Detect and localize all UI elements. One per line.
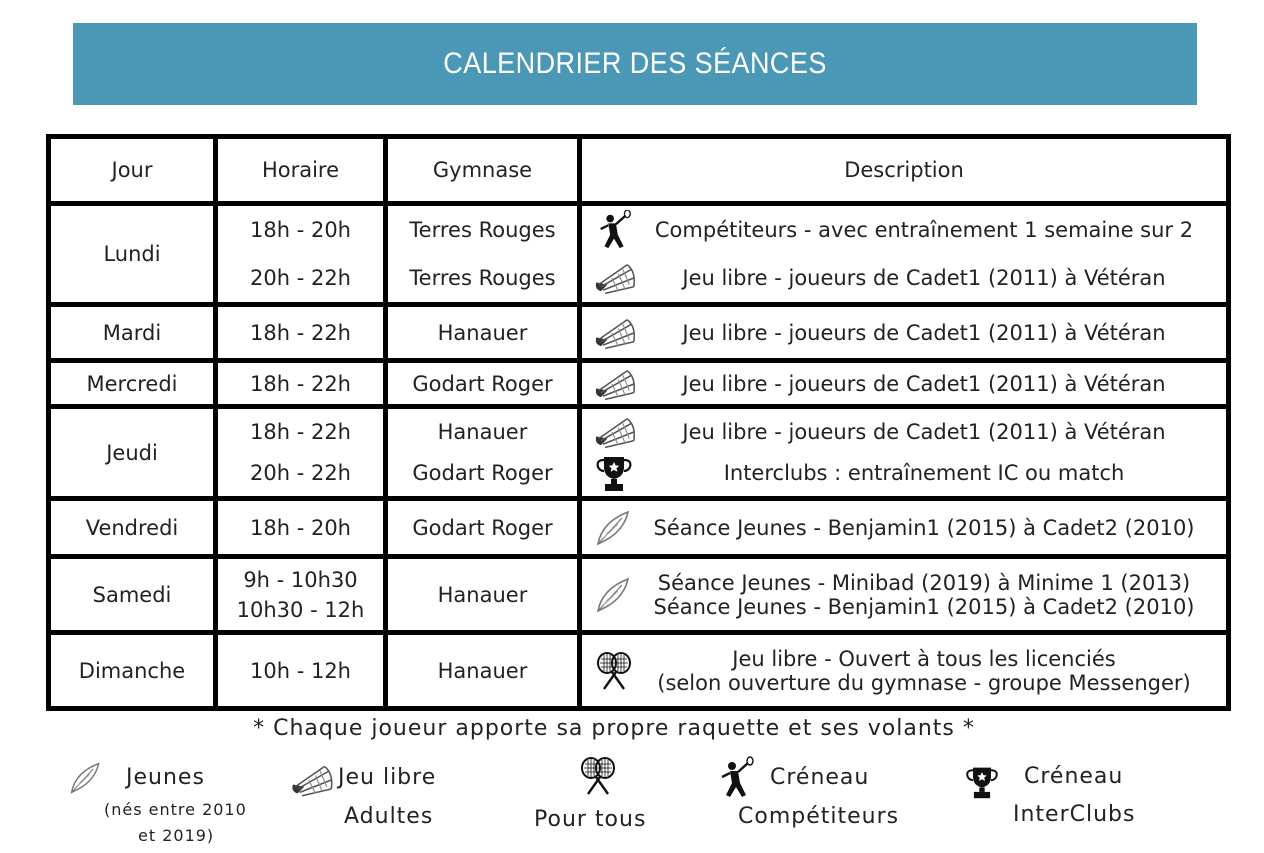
description-text: Séance Jeunes - Benjamin1 (2015) à Cadet2 (2010) [653,515,1195,540]
legend-jeunes-sub: (nés entre 2010 [104,800,247,819]
legend-adultes-label: Adultes [344,804,434,829]
trophy-icon [592,453,636,493]
day-cell: Lundi [49,204,216,305]
day-cell: Vendredi [49,499,216,557]
time-value: 18h - 20h [216,499,386,557]
rackets-icon [592,651,636,691]
legend-interclubs-label: Créneau [1024,764,1124,789]
shuttlecock-icon [592,258,636,298]
shuttlecock-icon [592,313,636,353]
trophy-icon [964,762,1000,802]
legend-competiteurs-label: Créneau [770,765,870,790]
gym-value: Hanauer [386,557,580,633]
gym-value: Godart Roger [386,499,580,557]
description-text: Jeu libre - joueurs de Cadet1 (2011) à Vétéran [682,266,1166,290]
day-cell: Samedi [49,557,216,633]
time-value: 18h - 22h [216,305,386,361]
table-row [49,204,1229,305]
legend-adultes-label: Jeu libre [338,765,437,790]
description-text: Jeu libre - joueurs de Cadet1 (2011) à Vétéran [682,320,1166,345]
gym-value: Godart Roger [412,461,553,485]
table-row [49,499,1229,557]
title-banner [73,23,1197,105]
description-text: Séance Jeunes - Minibad (2019) à Minime 1 (2013) [657,570,1191,595]
description-text: (selon ouverture du gymnase - groupe Messenger) [657,670,1191,695]
table-row [49,361,1229,407]
gym-value: Hanauer [437,420,528,444]
time-value: 9h - 10h30 [243,567,358,592]
footnote: * Chaque joueur apporte sa propre raquette et ses volants * [253,716,975,741]
time-value: 18h - 20h [250,218,351,242]
table-row [49,633,1229,709]
table-row [49,305,1229,361]
rackets-icon [578,756,618,796]
shuttlecock-icon [592,412,636,452]
gym-value: Terres Rouges [409,266,556,290]
competitor-icon [716,752,756,804]
shuttlecock-icon [592,364,636,404]
competitor-icon [592,210,636,250]
day-cell: Dimanche [49,633,216,709]
table-row [49,557,1229,633]
gym-value: Hanauer [386,633,580,709]
time-value: 10h - 12h [216,633,386,709]
header-horaire: Horaire [216,137,386,204]
description-text: Séance Jeunes - Benjamin1 (2015) à Cadet2 (2010) [653,594,1195,619]
header-description: Description [580,137,1229,204]
day-cell: Jeudi [49,407,216,499]
gym-value: Terres Rouges [409,218,556,242]
day-cell: Mercredi [49,361,216,407]
legend-jeunes-sub: et 2019) [138,826,215,845]
description-text: Jeu libre - joueurs de Cadet1 (2011) à Vétéran [682,371,1166,396]
feather-icon [592,575,636,615]
feather-icon [592,508,636,548]
shuttlecock-icon [288,762,334,798]
description-text: Jeu libre - Ouvert à tous les licenciés [732,646,1116,671]
time-value: 18h - 22h [216,361,386,407]
legend-jeunes-label: Jeunes [126,765,205,790]
legend-tous-label: Pour tous [534,807,647,832]
description-text: Interclubs : entraînement IC ou match [723,461,1125,485]
time-value: 10h30 - 12h [236,597,365,622]
legend-competiteurs-label: Compétiteurs [738,804,900,829]
description-text: Compétiteurs - avec entraînement 1 semaine sur 2 [654,218,1194,242]
time-value: 18h - 22h [250,420,351,444]
legend-interclubs-label: InterClubs [1013,802,1136,827]
description-text: Jeu libre - joueurs de Cadet1 (2011) à Vétéran [682,420,1166,444]
time-value: 20h - 22h [250,266,351,290]
gym-value: Hanauer [386,305,580,361]
header-jour: Jour [49,137,216,204]
time-value: 20h - 22h [250,461,351,485]
feather-icon [68,760,104,796]
page-title: CALENDRIER DES SÉANCES [443,47,827,80]
day-cell: Mardi [49,305,216,361]
table-header-row [49,137,1229,204]
table-row [49,407,1229,499]
gym-value: Godart Roger [386,361,580,407]
schedule-table [46,134,1231,711]
header-gymnase: Gymnase [386,137,580,204]
